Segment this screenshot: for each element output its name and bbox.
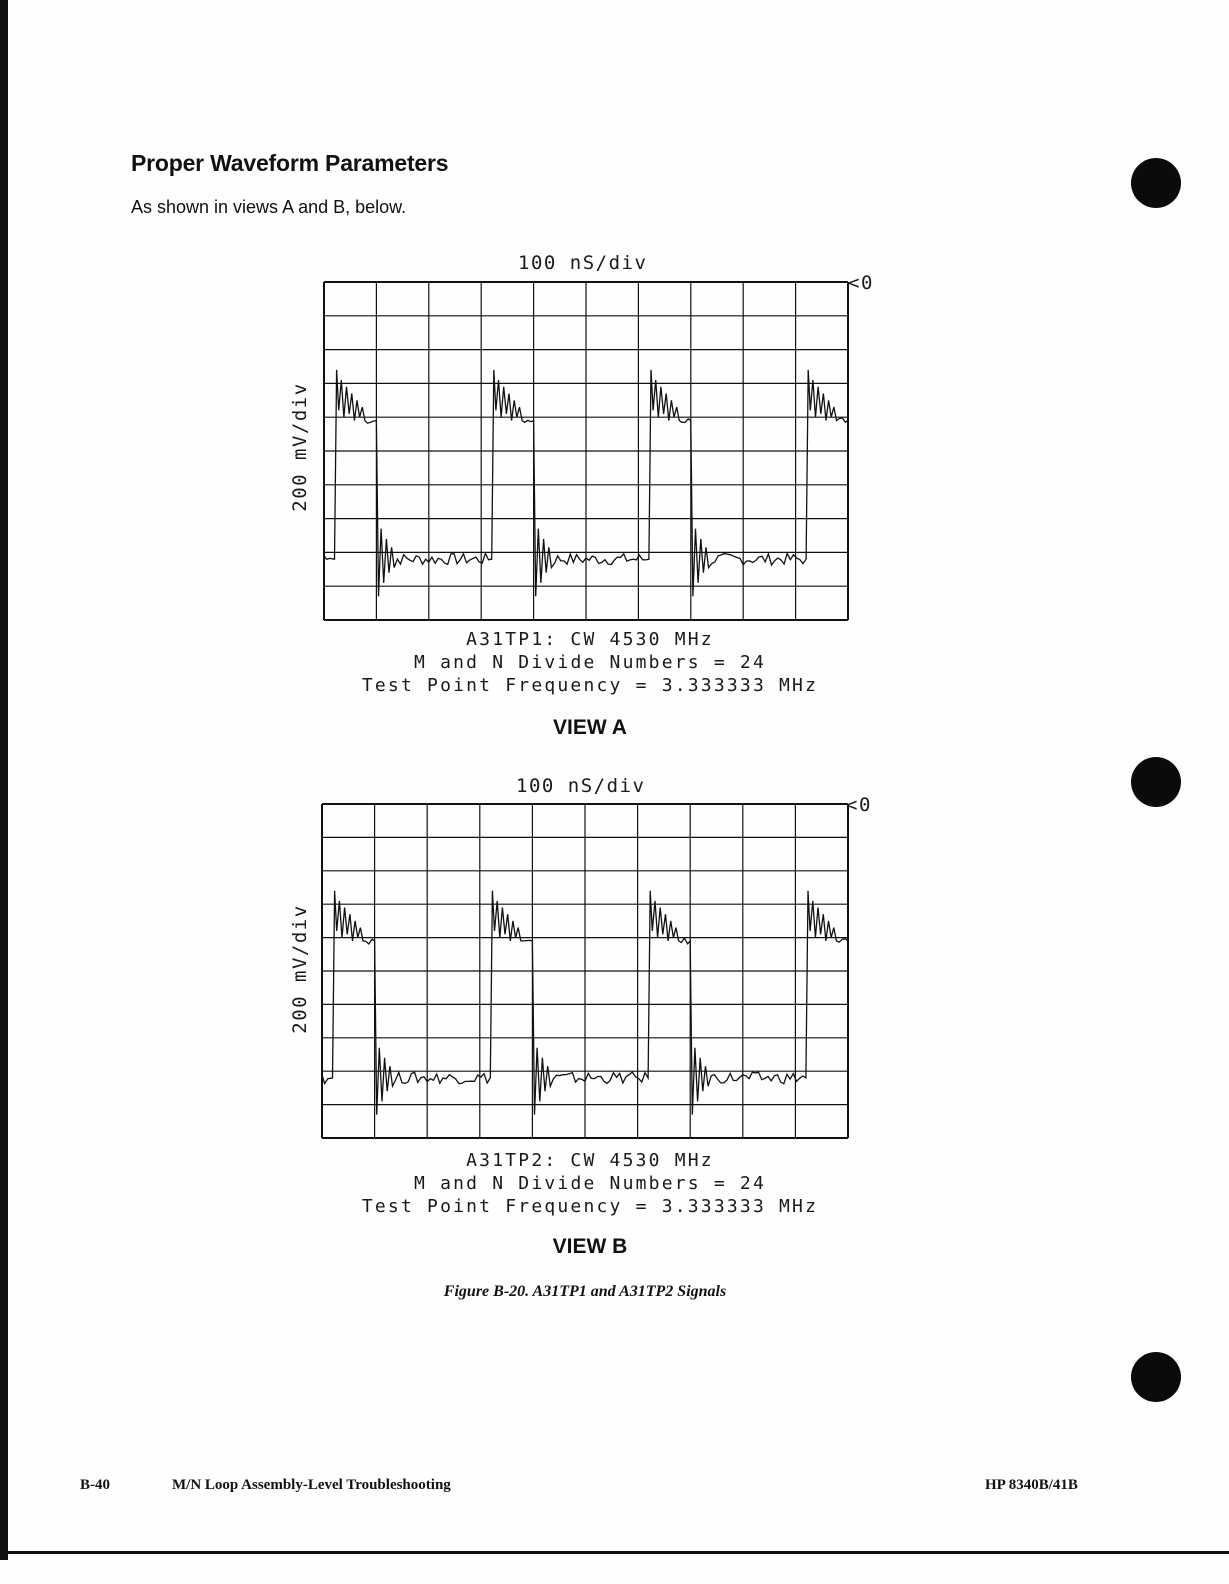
view-b-label: VIEW B [552,1235,628,1258]
section-heading: Proper Waveform Parameters [131,150,449,176]
view-a-test-point: A31TP1: CW 4530 MHz [466,629,714,650]
punch-hole-middle [1131,757,1181,807]
view-b-x-scale: 100 nS/div [516,775,646,797]
view-b-test-frequency: Test Point Frequency = 3.333333 MHz [361,1196,819,1217]
view-b-graticule [322,804,848,1138]
view-a-test-frequency: Test Point Frequency = 3.333333 MHz [361,675,819,696]
footer-section-title: M/N Loop Assembly-Level Troubleshooting [172,1477,451,1493]
view-b-test-point: A31TP2: CW 4530 MHz [466,1150,714,1171]
punch-hole-top [1131,158,1181,208]
intro-text: As shown in views A and B, below. [131,197,407,217]
view-a-caption [300,628,880,697]
footer-page-number: B-40 [80,1477,110,1493]
footer-model: HP 8340B/41B [985,1477,1078,1493]
view-b-y-scale: 200 mV/div [289,904,311,1034]
figure-caption: Figure B-20. A31TP1 and A31TP2 Signals [443,1283,727,1300]
bottom-rule [0,1551,1229,1554]
view-a-x-scale: 100 nS/div [518,252,648,274]
punch-hole-bottom [1131,1352,1181,1402]
view-b-caption [300,1149,880,1218]
view-b-reference-marker: <0 [846,794,872,816]
view-b-scope-display [322,804,848,1138]
view-a-divide-numbers: M and N Divide Numbers = 24 [414,652,766,673]
view-a-reference-marker: <0 [848,272,874,294]
view-a-y-scale: 200 mV/div [289,382,311,512]
view-a-label: VIEW A [553,716,627,739]
view-a-graticule [324,282,848,620]
binding-edge [0,0,8,1560]
view-a-scope-display [324,282,848,620]
view-b-divide-numbers: M and N Divide Numbers = 24 [414,1173,766,1194]
